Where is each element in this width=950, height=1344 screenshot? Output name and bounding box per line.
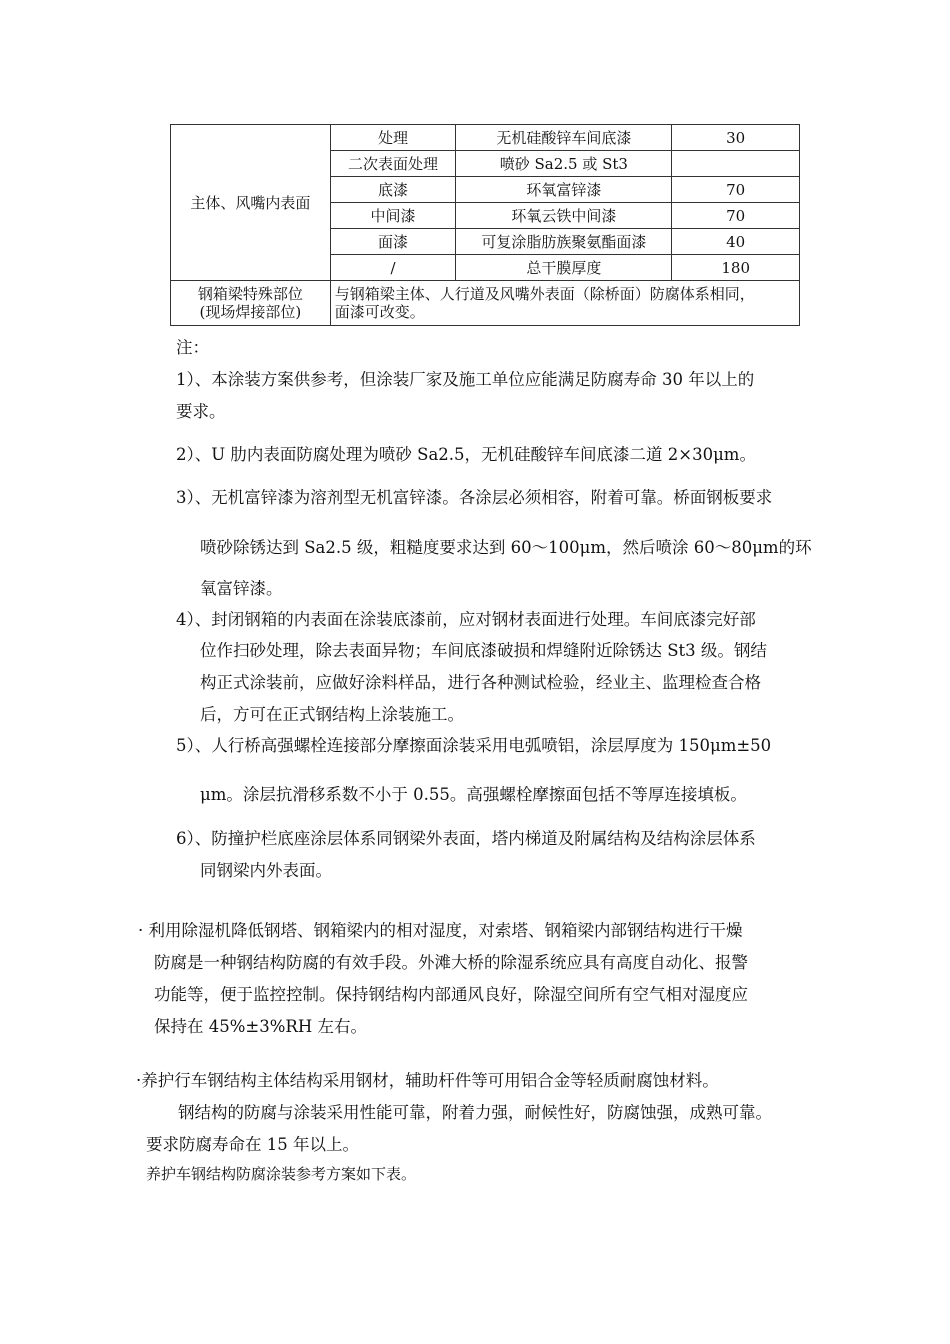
process-cell: / — [330, 255, 456, 281]
note-1-line: 要求。 — [176, 402, 226, 421]
material-cell: 环氧云铁中间漆 — [456, 203, 672, 229]
table-row-special — [171, 281, 800, 326]
note-4-line: 4）、封闭钢箱的内表面在涂装底漆前，应对钢材表面进行处理。车间底漆完好部 — [176, 610, 756, 629]
note-3-line: 3）、无机富锌漆为溶剂型无机富锌漆。各涂层必须相容，附着可靠。桥面钢板要求 — [176, 488, 773, 507]
special-desc-line: 与钢箱梁主体、人行道及风嘴外表面（除桥面）防腐体系相同， — [334, 285, 755, 303]
material-cell: 无机硅酸锌车间底漆 — [456, 125, 672, 151]
process-cell: 二次表面处理 — [330, 151, 456, 177]
thickness-cell: 40 — [672, 229, 800, 255]
material-cell: 环氧富锌漆 — [456, 177, 672, 203]
thickness-cell: 70 — [672, 203, 800, 229]
thickness-cell: 180 — [672, 255, 800, 281]
material-cell: 总干膜厚度 — [456, 255, 672, 281]
note-1-line: 1）、本涂装方案供参考，但涂装厂家及施工单位应能满足防腐寿命 30 年以上的 — [176, 370, 755, 389]
maint-paragraph-line: 钢结构的防腐与涂装采用性能可靠，附着力强，耐候性好，防腐蚀强，成熟可靠。 — [178, 1103, 772, 1122]
process-cell: 面漆 — [330, 229, 456, 255]
thickness-cell — [672, 151, 800, 177]
notes-title: 注： — [176, 338, 209, 357]
note-5-line: 5）、人行桥高强螺栓连接部分摩擦面涂装采用电弧喷铝，涂层厚度为 150μm±50 — [176, 736, 772, 755]
special-desc-line: 面漆可改变。 — [334, 303, 425, 321]
process-cell: 中间漆 — [330, 203, 456, 229]
note-4-line: 后，方可在正式钢结构上涂装施工。 — [200, 705, 464, 724]
maint-paragraph-line: 要求防腐寿命在 15 年以上。 — [146, 1135, 359, 1154]
special-label-line: (现场焊接部位) — [199, 303, 302, 321]
special-label-cell — [171, 281, 331, 326]
note-2-line: 2）、U 肋内表面防腐处理为喷砂 Sa2.5，无机硅酸锌车间底漆二道 2×30μm。 — [176, 445, 756, 464]
note-3-line: 喷砂除锈达到 Sa2.5 级，粗糙度要求达到 60～100μm，然后喷涂 60～80μm的环 — [200, 538, 812, 557]
thickness-cell: 70 — [672, 177, 800, 203]
note-4-line: 位作扫砂处理，除去表面异物；车间底漆破损和焊缝附近除锈达 St3 级。钢结 — [200, 641, 767, 660]
dehumid-paragraph-line: 功能等，便于监控控制。保持钢结构内部通风良好，除湿空间所有空气相对湿度应 — [154, 985, 748, 1004]
note-6-line: 6）、防撞护栏底座涂层体系同钢梁外表面，塔内梯道及附属结构及结构涂层体系 — [176, 829, 756, 848]
maint-paragraph-line: ·养护行车钢结构主体结构采用钢材，辅助杆件等可用铝合金等轻质耐腐蚀材料。 — [136, 1071, 719, 1090]
note-6-line: 同钢梁内外表面。 — [200, 861, 332, 880]
note-3-line: 氧富锌漆。 — [200, 579, 283, 598]
process-cell: 底漆 — [330, 177, 456, 203]
note-5-line: μm。涂层抗滑移系数不小于 0.55。高强螺栓摩擦面包括不等厚连接填板。 — [200, 785, 747, 804]
table-row — [171, 125, 800, 151]
dehumid-paragraph-line: · 利用除湿机降低钢塔、钢箱梁内的相对湿度，对索塔、钢箱梁内部钢结构进行干燥 — [138, 921, 743, 940]
note-4-line: 构正式涂装前，应做好涂料样品，进行各种测试检验，经业主、监理检查合格 — [200, 673, 761, 692]
dehumid-paragraph-line: 防腐是一种钢结构防腐的有效手段。外滩大桥的除湿系统应具有高度自动化、报警 — [154, 953, 748, 972]
process-cell: 处理 — [330, 125, 456, 151]
maint-table-caption: 养护车钢结构防腐涂装参考方案如下表。 — [146, 1165, 417, 1183]
section-label-cell: 主体、风嘴内表面 — [171, 125, 331, 281]
thickness-cell: 30 — [672, 125, 800, 151]
special-label-line: 钢箱梁特殊部位 — [197, 285, 303, 303]
special-desc-cell — [330, 281, 799, 326]
material-cell: 喷砂 Sa2.5 或 St3 — [456, 151, 672, 177]
dehumid-paragraph-line: 保持在 45%±3%RH 左右。 — [154, 1017, 367, 1036]
coating-spec-table — [170, 124, 800, 326]
material-cell: 可复涂脂肪族聚氨酯面漆 — [456, 229, 672, 255]
